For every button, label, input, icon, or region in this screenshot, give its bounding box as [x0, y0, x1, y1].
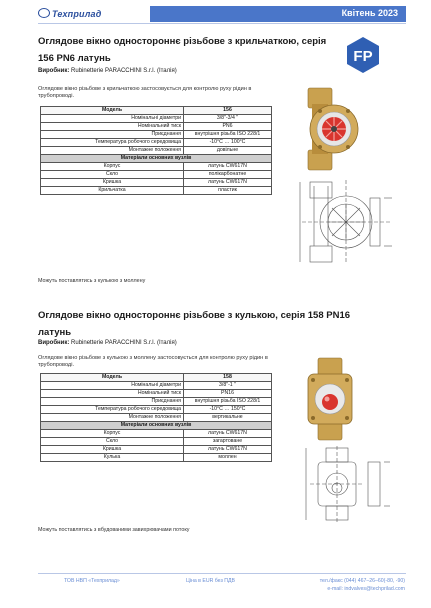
section1-title: Оглядове вікно одностороннє різьбове з крильчаткою, серія 156 PN6 латунь	[38, 36, 327, 64]
section2-note: Можуть поставлятись з вбудованими завихрювачами потоку	[38, 527, 190, 533]
svg-text:FP: FP	[353, 48, 373, 65]
table-row: Монтажне положення вертикальне	[41, 414, 272, 422]
table-row: Номінальний тиск PN16	[41, 390, 272, 398]
table-row: Корпус латунь CW617N	[41, 430, 272, 438]
section2-technical-drawing	[300, 446, 392, 522]
table-row: Монтажне положення довільне	[41, 147, 272, 155]
footer-phone: тел./факс (044) 467–26–60(-80, -90)	[319, 578, 405, 584]
header-divider	[38, 23, 406, 24]
sight-glass-ball-photo	[300, 356, 360, 442]
footer-email[interactable]: e-mail: indvalves@techprilad.com	[327, 586, 405, 592]
sight-glass-impeller-photo	[298, 86, 364, 172]
section2-description: Оглядове вікно різьбове з кулькою з моллену застосовується для контролю руху рідин в трубопроводі.	[38, 355, 268, 368]
table-row: Кулька моллен	[41, 454, 272, 462]
section1-maker: Виробник: Rubinetterie PARACCHINI S.r.l. (Італія)	[38, 68, 177, 74]
table-row: Кришка латунь CW617N	[41, 446, 272, 454]
footer-prices-note: Ціна в EUR без ПДВ	[186, 578, 235, 584]
table-row: Номінальні діаметри 3/8"-3/4 "	[41, 115, 272, 123]
table-row: Корпус латунь CW617N	[41, 163, 272, 171]
table-header-row: Модель 158	[41, 374, 272, 382]
company-logo: Техприлад	[38, 8, 116, 21]
table-row: Приєднання внутрішня різьба ISO 228/1	[41, 398, 272, 406]
table-row: Приєднання внутрішня різьба ISO 228/1	[41, 131, 272, 139]
section2-title: Оглядове вікно одностороннє різьбове з кулькою, серія 158 PN16 латунь	[38, 310, 351, 338]
section1-title-block	[38, 33, 343, 67]
section1-note: Можуть поставлятись з кулькою з моллену	[38, 278, 146, 284]
date-badge: Квітень 2023	[341, 8, 398, 18]
materials-header-row: Матеріали основних вузлів	[41, 422, 272, 430]
section1-description: Оглядове вікно різьбове з крильчаткою застосовується для контролю руху рідин в трубопроводі.	[38, 86, 252, 99]
table-row: Температура робочого середовища -10°С … 100°С	[41, 139, 272, 147]
section1-spec-table	[40, 106, 272, 195]
section2-title-block	[38, 307, 358, 341]
table-row: Крильчатка пластик	[41, 187, 272, 195]
section2-maker: Виробник: Rubinetterie PARACCHINI S.r.l. (Італія)	[38, 340, 177, 346]
logo-swirl-icon	[38, 8, 50, 18]
table-row: Кришка латунь CW617N	[41, 179, 272, 187]
table-row: Температура робочого середовища -10°С … 150°С	[41, 406, 272, 414]
section2-spec-table	[40, 373, 272, 462]
fp-brand-logo-icon	[344, 36, 382, 74]
footer-company: ТОВ НВП «Техприлад»	[64, 578, 120, 584]
table-row: Номінальний тиск PN6	[41, 123, 272, 131]
footer-divider	[38, 573, 406, 574]
table-row: Скло загартоване	[41, 438, 272, 446]
date-banner	[150, 6, 406, 22]
section1-technical-drawing	[296, 176, 396, 268]
table-row: Скло полікарбонатне	[41, 171, 272, 179]
table-row: Номінальні діаметри 3/8"-1 "	[41, 382, 272, 390]
materials-header-row: Матеріали основних вузлів	[41, 155, 272, 163]
table-header-row: Модель 156	[41, 107, 272, 115]
